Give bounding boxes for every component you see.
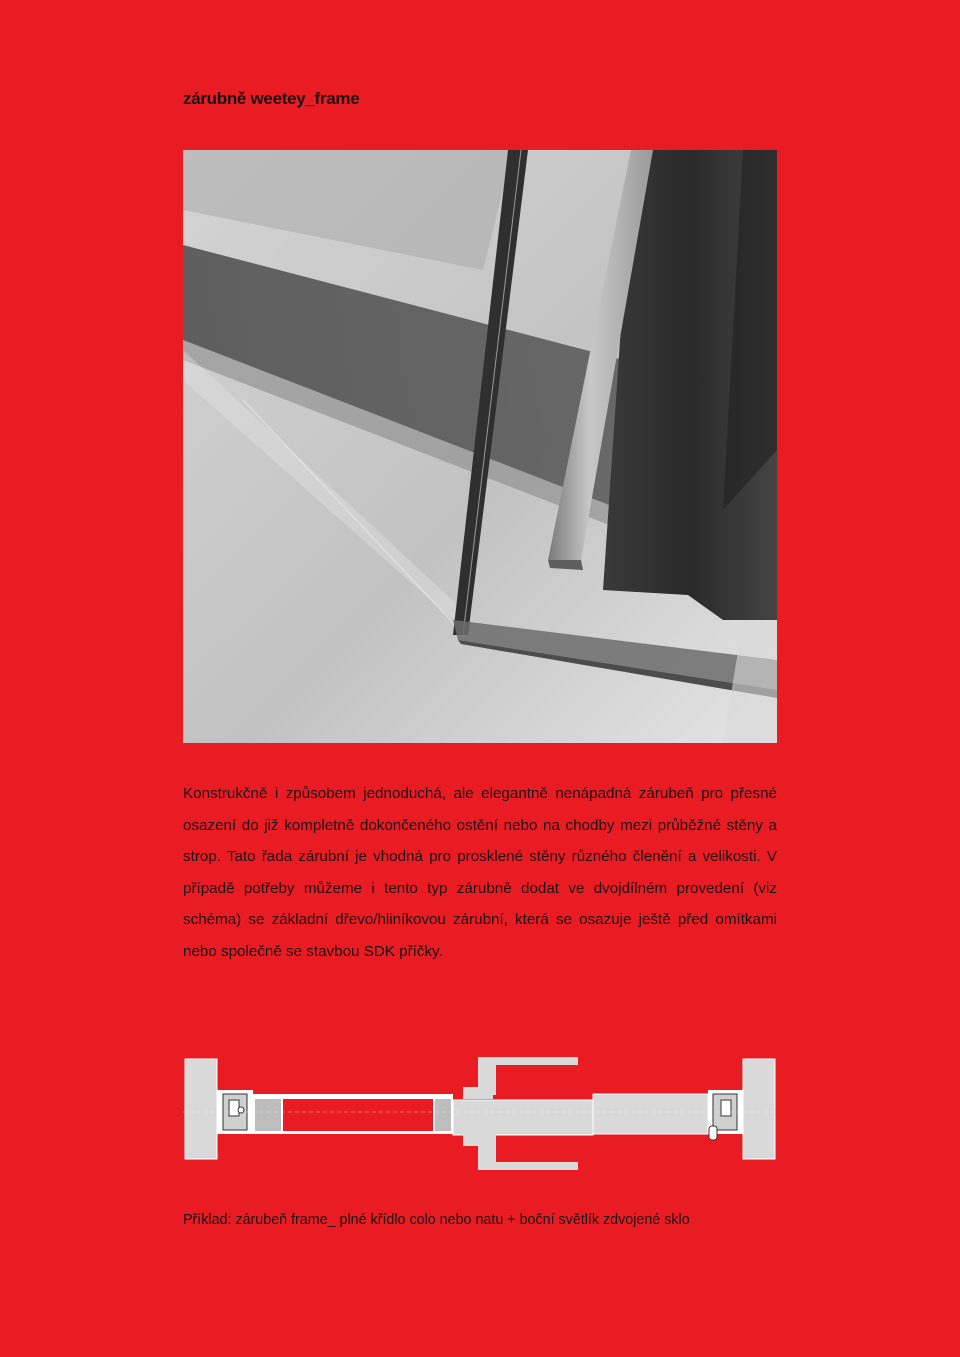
product-photo bbox=[183, 150, 777, 743]
page-title: zárubně weetey_frame bbox=[183, 89, 360, 108]
frame-section-diagram bbox=[183, 1052, 777, 1178]
description-text: Konstrukčně i způsobem jednoduchá, ale elegantně nenápadná zárubeň pro přesné osazení do již kompletně dokončeného ostění nebo na chodby mezi průběžné stěny a strop. Tato řada zárubní je vhodná pro prosklené stěny různého členění a velikosti. V případě potřeby můžeme i tento typ zárubně dodat ve dvojdílném provedení (viz schéma) se základní dřevo/hliníkovou zárubní, která se osazuje ještě před omítkami nebo společně se stavbou SDK příčky. bbox=[183, 785, 777, 960]
diagram-caption: Příklad: zárubeň frame_ plné křídlo colo nebo natu + boční světlík zdvojené sklo bbox=[183, 1212, 690, 1228]
